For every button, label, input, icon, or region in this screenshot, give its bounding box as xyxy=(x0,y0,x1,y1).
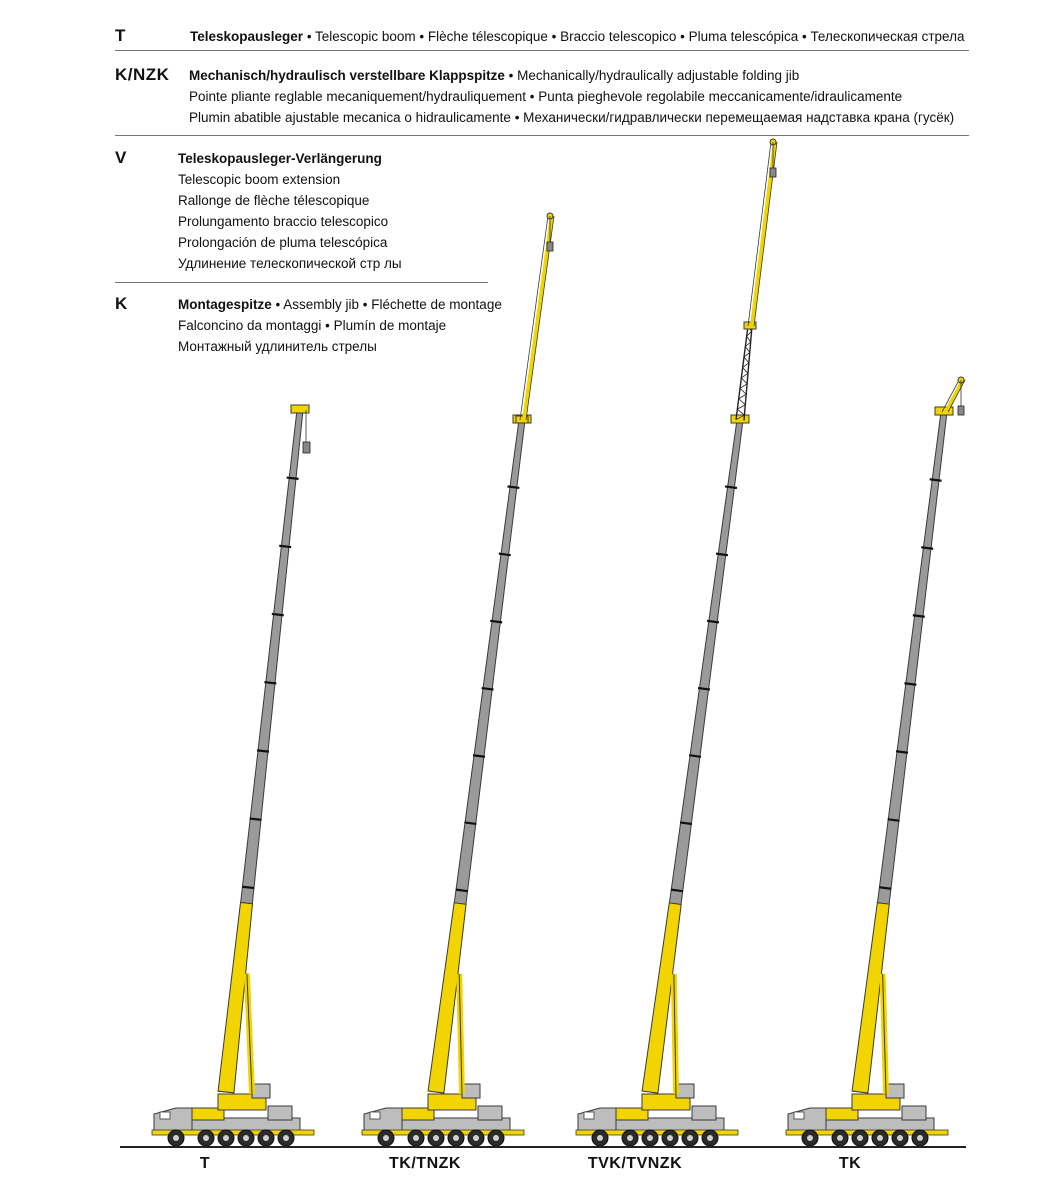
legend-line: Prolungamento braccio telescopico xyxy=(178,214,389,229)
wheel-hub xyxy=(493,1135,499,1141)
crane-t xyxy=(152,405,314,1146)
boom-section-joint xyxy=(464,822,476,824)
legend-line: Teleskopausleger • Telescopic boom • Flèche télescopique • Braccio telescopico • Pluma telescópica • Телескопическая стрела xyxy=(190,29,965,44)
wheel-hub xyxy=(877,1135,883,1141)
wheel-hub xyxy=(707,1135,713,1141)
wheel-hub xyxy=(413,1135,419,1141)
legend-code: V xyxy=(115,148,127,167)
extension-lacing xyxy=(745,347,749,353)
boom-section-joint xyxy=(264,682,276,683)
wheel-hub xyxy=(897,1135,903,1141)
legend-line: Plumin abatible ajustable mecanica o hidraulicamente • Механически/гидравлически перемещаемая надставка крана (гусёк) xyxy=(189,110,955,125)
wheel-hub xyxy=(857,1135,863,1141)
counterweight xyxy=(268,1106,292,1120)
wheel-hub xyxy=(667,1135,673,1141)
boom-section-joint xyxy=(888,819,900,820)
driver-cab xyxy=(578,1108,616,1132)
wheel-hub xyxy=(473,1135,479,1141)
legend-line: Mechanisch/hydraulisch verstellbare Klappspitze • Mechanically/hydraulically adjustable folding jib xyxy=(189,68,800,83)
legend-code: K/NZK xyxy=(115,65,170,84)
counterweight xyxy=(902,1106,926,1120)
wheel-hub xyxy=(807,1135,813,1141)
config-label-t: T xyxy=(199,1155,211,1172)
wheel-hub xyxy=(433,1135,439,1141)
legend-line: Удлинение телескопической стр лы xyxy=(178,256,402,271)
cab-window xyxy=(584,1112,594,1119)
extension-lacing xyxy=(741,378,747,384)
wheel-hub xyxy=(223,1135,229,1141)
boom-section-joint xyxy=(272,614,284,615)
wheel-hub xyxy=(203,1135,209,1141)
counterweight xyxy=(478,1106,502,1120)
legend-line: Falconcino da montaggi • Plumín de montaje xyxy=(178,318,447,333)
boom-section-joint xyxy=(499,554,511,556)
wheel-hub xyxy=(917,1135,923,1141)
legend-line: Монтажный удлинитель стрелы xyxy=(178,339,377,354)
wheel-hub xyxy=(597,1135,603,1141)
counterweight xyxy=(692,1106,716,1120)
legend-line: Teleskopausleger-Verlängerung xyxy=(178,151,382,166)
extension-lacing xyxy=(737,405,745,409)
wheel-hub xyxy=(283,1135,289,1141)
config-label-tk-tnzk: TK/TNZK xyxy=(389,1155,461,1172)
wheel-hub xyxy=(173,1135,179,1141)
wheel-hub xyxy=(647,1135,653,1141)
cab-window xyxy=(794,1112,804,1119)
crane-tk xyxy=(786,377,965,1146)
boom-section-joint xyxy=(456,890,468,892)
boom-section-joint xyxy=(921,547,933,548)
boom-section-joint xyxy=(913,615,925,616)
crane-tvk-tvnzk xyxy=(576,139,777,1146)
extension-chord xyxy=(736,326,748,420)
crane-tk-tnzk xyxy=(0,0,554,1146)
boom-section-joint xyxy=(279,546,291,547)
legend-code: T xyxy=(115,26,126,45)
legend-line: Prolongación de pluma telescópica xyxy=(178,235,388,250)
boom-section-joint xyxy=(725,486,737,488)
legend-line: Rallonge de flèche télescopique xyxy=(178,193,370,208)
extension-lacing xyxy=(740,388,746,394)
wheel-hub xyxy=(243,1135,249,1141)
boom-section-joint xyxy=(287,478,299,479)
extension-lacing xyxy=(747,336,751,342)
boom-section-joint xyxy=(473,755,485,757)
boom-section-joint xyxy=(482,688,494,690)
wheel-hub xyxy=(263,1135,269,1141)
folding-jib-chord xyxy=(748,142,771,326)
extension-lacing xyxy=(744,357,749,363)
ground-line xyxy=(120,1146,966,1148)
extension-lacing xyxy=(739,399,746,405)
boom-head xyxy=(731,415,749,423)
boom-section-joint xyxy=(896,751,908,752)
hook-block xyxy=(958,406,964,415)
extension-lacing xyxy=(737,409,744,415)
legend-line: Telescopic boom extension xyxy=(178,172,341,187)
folding-jib-chord xyxy=(520,216,548,420)
wheel-hub xyxy=(453,1135,459,1141)
boom-section-joint xyxy=(257,750,269,751)
wheel-hub xyxy=(837,1135,843,1141)
wheel-hub xyxy=(627,1135,633,1141)
hook-block xyxy=(547,242,553,251)
wheel-hub xyxy=(687,1135,693,1141)
legend-code: K xyxy=(115,294,128,313)
driver-cab xyxy=(364,1108,402,1132)
hook-block xyxy=(303,442,310,453)
boom-section-joint xyxy=(250,819,262,820)
config-label-tk: TK xyxy=(838,1155,862,1172)
driver-cab xyxy=(154,1108,192,1132)
boom-section-joint xyxy=(904,683,916,684)
wheel-hub xyxy=(383,1135,389,1141)
cab-window xyxy=(160,1112,170,1119)
boom-section-joint xyxy=(242,887,254,888)
legend-line: Montagespitze • Assembly jib • Fléchette de montage xyxy=(178,297,502,312)
boom-section-joint xyxy=(879,887,891,888)
hook-block xyxy=(770,168,776,177)
cab-window xyxy=(370,1112,380,1119)
boom-section-joint xyxy=(507,486,519,488)
driver-cab xyxy=(788,1108,826,1132)
boom-section-joint xyxy=(930,479,942,480)
config-label-tvk-tvnzk: TVK/TVNZK xyxy=(587,1155,683,1172)
boom-section-joint xyxy=(490,621,502,623)
legend-line: Pointe pliante reglable mecaniquement/hydrauliquement • Punta pieghevole regolabile meccanicamente/idraulicamente xyxy=(189,89,903,104)
extension-lacing xyxy=(743,367,748,373)
